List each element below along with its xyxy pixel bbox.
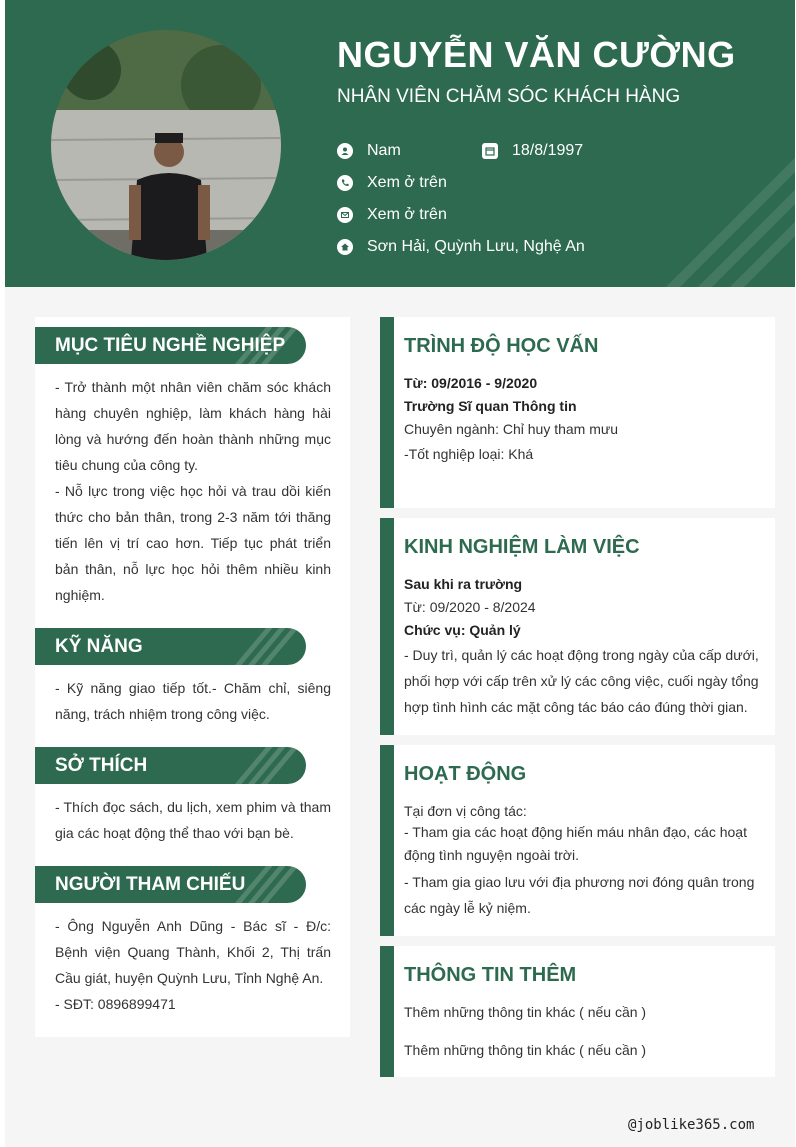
home-icon: [337, 239, 353, 255]
candidate-name: NGUYỄN VĂN CƯỜNG: [337, 34, 736, 75]
experience-period: Từ: 09/2020 - 8/2024: [404, 599, 536, 615]
extra-line-1: Thêm những thông tin khác ( nếu cần ): [404, 1004, 647, 1020]
section-accent-bar: [380, 946, 394, 1077]
skills-title: KỸ NĂNG: [55, 636, 143, 657]
cv-page: [5, 0, 795, 1147]
gender-value: Nam: [367, 142, 401, 159]
activities-title: HOẠT ĐỘNG: [404, 763, 527, 785]
address-value: Sơn Hải, Quỳnh Lưu, Nghệ An: [367, 238, 585, 255]
reference-heading: [35, 866, 306, 903]
cv-header: [5, 0, 795, 287]
activities-item-2: - Tham gia giao lưu với địa phương nơi đóng quân trong các ngày lễ kỷ niệm.: [404, 874, 755, 916]
section-accent-bar: [380, 518, 394, 735]
phone-icon: [337, 175, 353, 191]
hobbies-heading: [35, 747, 306, 784]
education-section: [380, 317, 775, 508]
section-accent-bar: [380, 317, 394, 508]
extra-line-2: Thêm những thông tin khác ( nếu cần ): [404, 1042, 647, 1058]
activities-place: Tại đơn vị công tác:: [404, 803, 527, 819]
calendar-icon: [482, 143, 498, 159]
email-value: Xem ở trên: [367, 206, 447, 223]
email-row: [337, 206, 447, 224]
phone-value: Xem ở trên: [367, 174, 447, 191]
objective-heading: [35, 327, 306, 364]
hobbies-title: SỞ THÍCH: [55, 755, 148, 776]
gender-row: [337, 142, 401, 160]
skills-heading: [35, 628, 306, 665]
education-grade: -Tốt nghiệp loại: Khá: [404, 446, 534, 462]
education-title: TRÌNH ĐỘ HỌC VẤN: [404, 335, 599, 357]
reference-text: - Ông Nguyễn Anh Dũng - Bác sĩ - Đ/c: Bệnh viện Quang Thành, Khối 2, Thị trấn Cầu giát, huyện Quỳnh Lưu, Tỉnh Nghệ An.: [55, 918, 331, 986]
activities-section: [380, 745, 775, 936]
skills-text: - Kỹ năng giao tiếp tốt.- Chăm chỉ, siêng năng, trách nhiệm trong công việc.: [55, 680, 331, 722]
objective-title: MỤC TIÊU NGHỀ NGHIỆP: [55, 335, 286, 356]
extra-title: THÔNG TIN THÊM: [404, 964, 577, 986]
birthdate-value: 18/8/1997: [512, 142, 584, 159]
activities-item-1: - Tham gia các hoạt động hiến máu nhân đạo, các hoạt động tình nguyện ngoài trời.: [404, 824, 747, 863]
person-icon: [337, 143, 353, 159]
watermark: @joblike365.com: [628, 1117, 755, 1133]
hobbies-text: - Thích đọc sách, du lịch, xem phim và tham gia các hoạt động thể thao với bạn bè.: [55, 799, 331, 841]
education-period: Từ: 09/2016 - 9/2020: [404, 375, 538, 391]
experience-title: KINH NGHIỆM LÀM VIỆC: [404, 536, 640, 558]
reference-title: NGƯỜI THAM CHIẾU: [55, 874, 246, 895]
birthdate-row: [482, 142, 583, 160]
reference-phone: - SĐT: 0896899471: [55, 996, 176, 1012]
education-major: Chuyên ngành: Chỉ huy tham mưu: [404, 421, 619, 437]
mail-icon: [337, 207, 353, 223]
objective-text-2: - Nỗ lực trong việc học hỏi và trau dồi kiến thức cho bản thân, trong 2-3 năm tới thăng tiến lên vị trí cao hơn. Tiếp tục phát triển bản thân, nỗ lực học hỏi thêm nhiều kinh nghiệm.: [55, 483, 331, 603]
profile-photo: [51, 30, 281, 260]
experience-company: Sau khi ra trường: [404, 576, 523, 592]
education-school: Trường Sĩ quan Thông tin: [404, 398, 577, 414]
experience-desc: - Duy trì, quản lý các hoạt động trong ngày của cấp dưới, phối hợp với cấp trên xử lý các công việc, cuối ngày tổng hợp tình hình các mặt công tác báo cáo đúng thời gian.: [404, 647, 759, 715]
experience-role: Chức vụ: Quản lý: [404, 622, 521, 638]
objective-text: - Trở thành một nhân viên chăm sóc khách hàng chuyên nghiệp, làm khách hàng hài lòng và hướng đến hoàn thành những mục tiêu chung của công ty.: [55, 379, 331, 473]
candidate-position: NHÂN VIÊN CHĂM SÓC KHÁCH HÀNG: [337, 86, 681, 107]
section-accent-bar: [380, 745, 394, 936]
experience-section: [380, 518, 775, 735]
extra-section: [380, 946, 775, 1077]
address-row: [337, 238, 585, 256]
phone-row: [337, 174, 447, 192]
left-column: [35, 317, 350, 1037]
